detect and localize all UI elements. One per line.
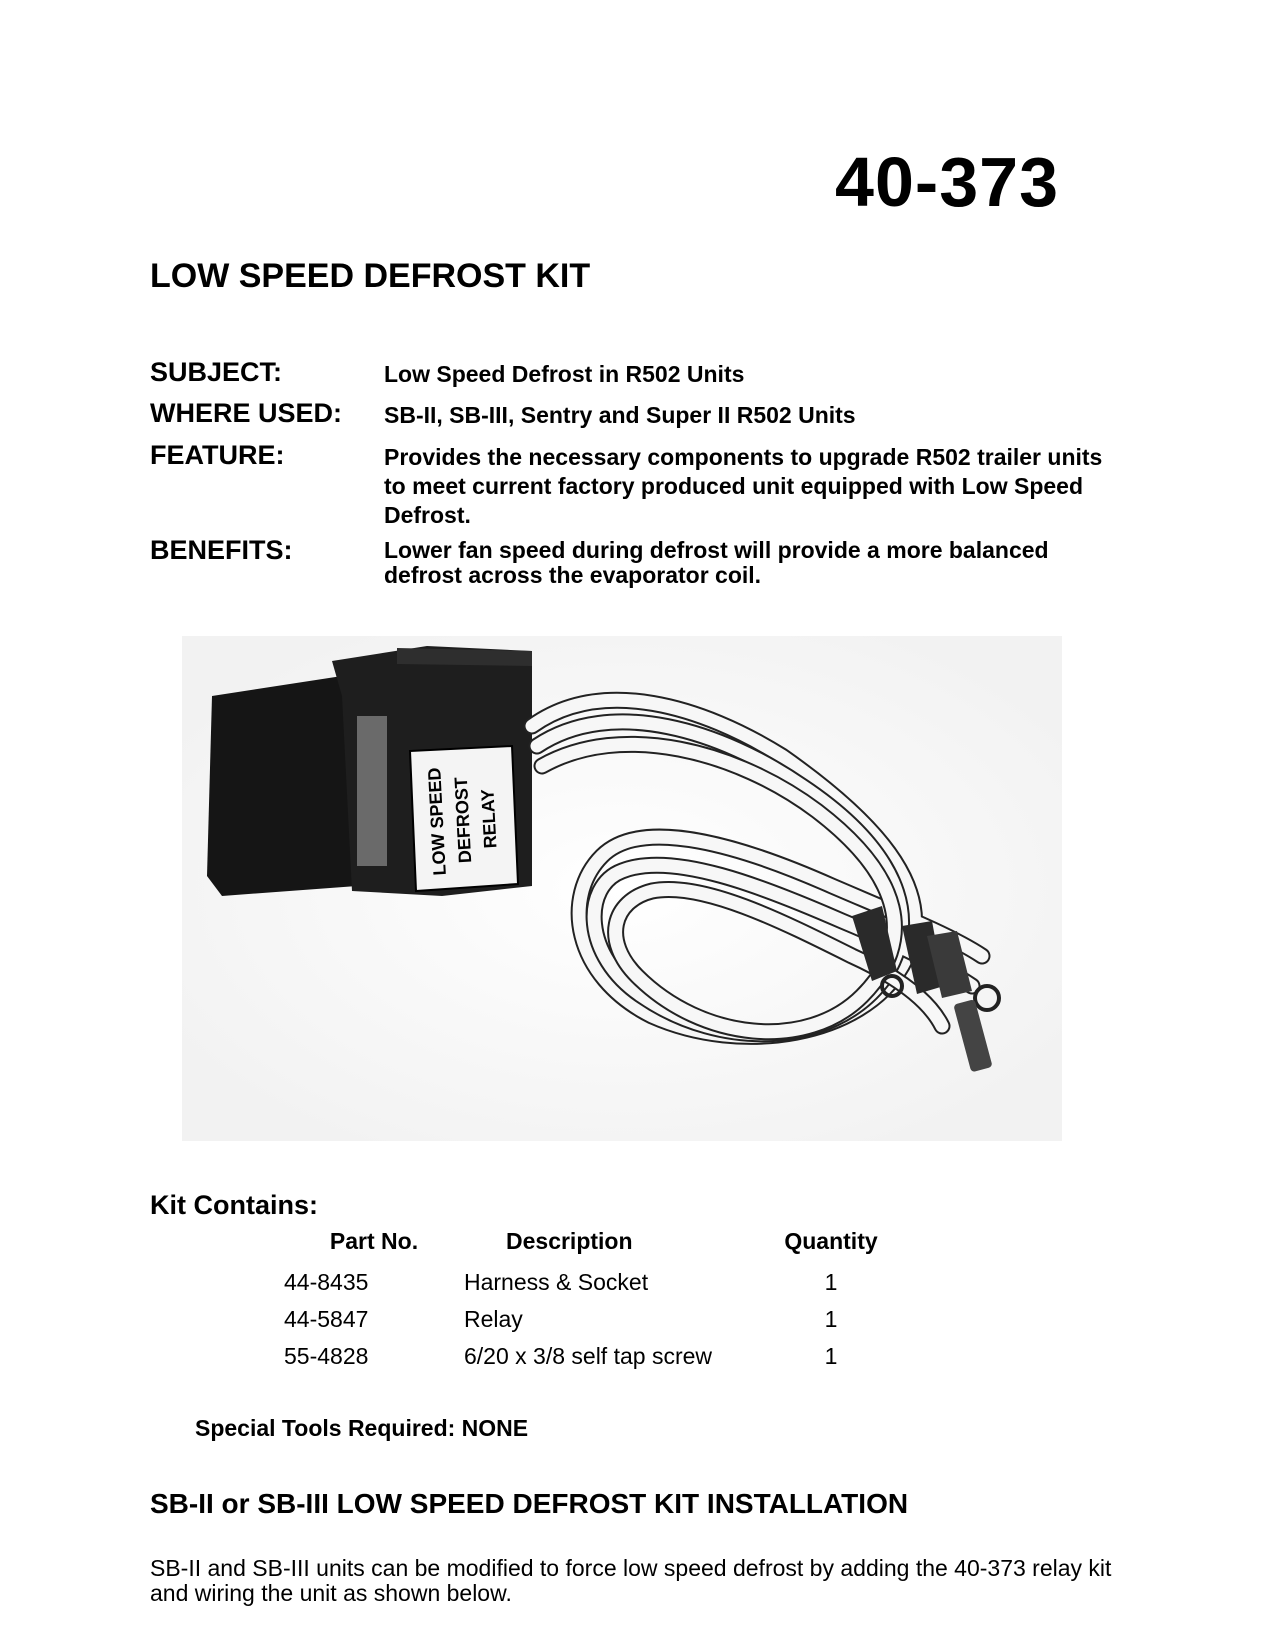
subject-label: SUBJECT: <box>150 357 283 387</box>
feature-value: Provides the necessary components to upgrade R502 trailer units to meet current factory produced unit equipped with Low Speed Defrost. <box>384 444 1103 528</box>
quantity-cell: 1 <box>824 1269 838 1295</box>
where-used-value: SB-II, SB-III, Sentry and Super II R502 Units <box>384 402 856 428</box>
product-photo <box>182 636 1062 1141</box>
header-description: Description <box>506 1227 633 1254</box>
description-cell: Harness & Socket <box>464 1269 649 1295</box>
relay-label-line-1: LOW SPEED <box>424 767 450 876</box>
part-no-cell: 44-8435 <box>284 1269 369 1295</box>
benefits-label: BENEFITS: <box>150 535 293 565</box>
part-no-cell: 44-5847 <box>284 1306 369 1332</box>
header-part-no: Part No. <box>329 1227 419 1254</box>
header-quantity: Quantity <box>784 1227 878 1254</box>
kit-table <box>270 1226 886 1375</box>
special-tools-note: Special Tools Required: NONE <box>195 1415 529 1441</box>
feature-label: FEATURE: <box>150 440 285 470</box>
relay-label-line-2: DEFROST <box>450 776 476 864</box>
benefits-value: Lower fan speed during defrost will provide a more balanced defrost across the evaporator coil. <box>384 537 1049 588</box>
table-row <box>270 1301 886 1338</box>
relay-label-line-3: RELAY <box>477 788 501 849</box>
part-number: 40-373 <box>835 143 1059 221</box>
description-cell: Relay <box>464 1306 523 1332</box>
installation-title: SB-II or SB-III LOW SPEED DEFROST KIT INSTALLATION <box>150 1488 909 1519</box>
table-row <box>270 1338 886 1375</box>
kit-table-header <box>270 1226 886 1264</box>
where-used-label: WHERE USED: <box>150 398 343 428</box>
quantity-cell: 1 <box>824 1343 838 1369</box>
part-no-cell: 55-4828 <box>284 1343 369 1369</box>
kit-contains-title: Kit Contains: <box>150 1190 318 1220</box>
installation-text: SB-II and SB-III units can be modified to force low speed defrost by adding the 40-373 relay kit and wiring the unit as shown below. <box>150 1555 1112 1606</box>
table-row <box>270 1264 886 1301</box>
quantity-cell: 1 <box>824 1306 838 1332</box>
description-cell: 6/20 x 3/8 self tap screw <box>464 1343 713 1369</box>
page-title: LOW SPEED DEFROST KIT <box>150 257 591 295</box>
subject-value: Low Speed Defrost in R502 Units <box>384 361 745 387</box>
